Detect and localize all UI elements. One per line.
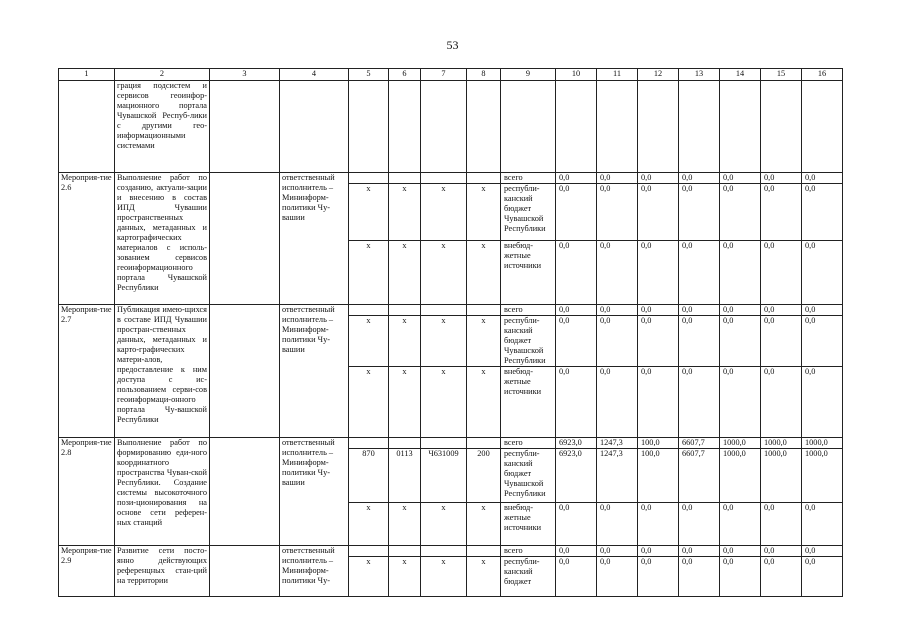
code-cell xyxy=(467,438,501,449)
activity-executor: ответственный исполнитель – Мининформ-политики Чу-вашии xyxy=(280,305,349,438)
value-cell: 0,0 xyxy=(720,241,761,305)
value-cell: 0,0 xyxy=(638,316,679,367)
table-body xyxy=(59,69,843,597)
value-cell: 0,0 xyxy=(597,546,638,557)
activity-name: Публикация имею-щихся в составе ИПД Чувашии простран-ственных данных, метаданных и карто-графических матери-алов, предоставление к ним доступа с ис-пользованием серви-сов геоинформаци-онного портала Чу-вашской Республики xyxy=(115,305,210,438)
value-cell: 0,0 xyxy=(638,305,679,316)
value-cell: 0,0 xyxy=(597,173,638,184)
column-number: 13 xyxy=(679,69,720,81)
value-cell: 0,0 xyxy=(802,184,843,241)
code-cell: x xyxy=(389,557,421,597)
value-cell: 0,0 xyxy=(556,503,597,546)
code-cell xyxy=(349,305,389,316)
value-cell: 0,0 xyxy=(679,241,720,305)
code-cell: x xyxy=(389,184,421,241)
column-number: 11 xyxy=(597,69,638,81)
value-cell: 1000,0 xyxy=(720,449,761,503)
value-cell: 0,0 xyxy=(802,241,843,305)
column-number: 12 xyxy=(638,69,679,81)
activity-executor: ответственный исполнитель – Мининформ-политики Чу-вашии xyxy=(280,173,349,305)
value-cell: 0,0 xyxy=(638,241,679,305)
value-cell: 0,0 xyxy=(802,367,843,438)
code-cell: x xyxy=(421,503,467,546)
value-cell: 0,0 xyxy=(556,173,597,184)
code-cell xyxy=(349,438,389,449)
value-cell: 0,0 xyxy=(679,503,720,546)
value-cell: 0,0 xyxy=(638,546,679,557)
code-cell: x xyxy=(349,557,389,597)
value-cell: 0,0 xyxy=(679,557,720,597)
code-cell: x xyxy=(467,557,501,597)
code-cell: x xyxy=(349,367,389,438)
code-cell: 0113 xyxy=(389,449,421,503)
activity-name: Развитие сети посто-янно действующих референцных стан-ций на территории xyxy=(115,546,210,597)
activity-row xyxy=(59,438,843,449)
activity-id: Мероприя-тие 2.7 xyxy=(59,305,115,438)
value-cell: 1247,3 xyxy=(597,438,638,449)
value-cell: 0,0 xyxy=(802,546,843,557)
value-cell: 0,0 xyxy=(638,367,679,438)
code-cell: x xyxy=(421,316,467,367)
value-cell: 0,0 xyxy=(720,557,761,597)
value-cell: 0,0 xyxy=(597,305,638,316)
activity-executor: ответственный исполнитель – Мининформ-политики Чу- xyxy=(280,546,349,597)
code-cell: x xyxy=(467,241,501,305)
activity-id: Мероприя-тие 2.8 xyxy=(59,438,115,546)
activity-name: Выполнение работ по созданию, актуали-зации и внесению в состав ИПД Чувашии пространственных данных, метаданных и картографических материалов с исполь-зованием сервисов геоинформационного портала Чувашской Республики xyxy=(115,173,210,305)
value-cell: 0,0 xyxy=(597,184,638,241)
column-number: 16 xyxy=(802,69,843,81)
value-cell: 1000,0 xyxy=(761,438,802,449)
value-cell: 0,0 xyxy=(802,503,843,546)
value-cell: 0,0 xyxy=(556,305,597,316)
value-cell: 0,0 xyxy=(556,316,597,367)
value-cell: 0,0 xyxy=(638,503,679,546)
code-cell: x xyxy=(349,184,389,241)
value-cell: 0,0 xyxy=(556,184,597,241)
funding-source: внебюд-жетные источники xyxy=(501,367,556,438)
code-cell: x xyxy=(389,241,421,305)
value-cell: 100,0 xyxy=(638,449,679,503)
column-number: 4 xyxy=(280,69,349,81)
value-cell: 0,0 xyxy=(761,173,802,184)
code-cell xyxy=(421,173,467,184)
value-cell: 0,0 xyxy=(679,173,720,184)
value-cell: 0,0 xyxy=(802,316,843,367)
code-cell: Ч631009 xyxy=(421,449,467,503)
code-cell: x xyxy=(467,316,501,367)
value-cell: 0,0 xyxy=(802,173,843,184)
funding-source: республи-канский бюджет Чувашской Республики xyxy=(501,449,556,503)
activity-name: Выполнение работ по формированию еди-ного координатного пространства Чуван-ской Республики. Создание системы высокоточного пози-ционирования на основе сети референ-ных станций xyxy=(115,438,210,546)
value-cell: 0,0 xyxy=(720,305,761,316)
code-cell: x xyxy=(389,316,421,367)
code-cell xyxy=(467,173,501,184)
funding-source: республи-канский бюджет xyxy=(501,557,556,597)
value-cell: 0,0 xyxy=(679,546,720,557)
code-cell: x xyxy=(421,184,467,241)
code-cell xyxy=(349,546,389,557)
value-cell: 0,0 xyxy=(597,557,638,597)
code-cell xyxy=(389,173,421,184)
value-cell: 0,0 xyxy=(761,367,802,438)
code-cell xyxy=(421,438,467,449)
activity-id: Мероприя-тие 2.6 xyxy=(59,173,115,305)
column-3-cell xyxy=(210,546,280,597)
activity-id: Мероприя-тие 2.9 xyxy=(59,546,115,597)
value-cell: 0,0 xyxy=(802,305,843,316)
value-cell: 0,0 xyxy=(761,184,802,241)
code-cell: x xyxy=(467,503,501,546)
value-cell: 0,0 xyxy=(556,367,597,438)
value-cell: 6923,0 xyxy=(556,449,597,503)
value-cell: 0,0 xyxy=(761,557,802,597)
column-number-row xyxy=(59,69,843,81)
code-cell xyxy=(421,546,467,557)
value-cell: 0,0 xyxy=(556,546,597,557)
funding-source: внебюд-жетные источники xyxy=(501,241,556,305)
code-cell xyxy=(389,546,421,557)
value-cell: 1247,3 xyxy=(597,449,638,503)
column-number: 14 xyxy=(720,69,761,81)
code-cell: x xyxy=(389,503,421,546)
column-number: 8 xyxy=(467,69,501,81)
activity-row xyxy=(59,305,843,316)
value-cell: 0,0 xyxy=(597,503,638,546)
value-cell: 0,0 xyxy=(720,184,761,241)
activity-row xyxy=(59,173,843,184)
value-cell: 0,0 xyxy=(679,184,720,241)
activity-executor: ответственный исполнитель – Мининформ-политики Чу-вашии xyxy=(280,438,349,546)
funding-source: всего xyxy=(501,438,556,449)
column-number: 7 xyxy=(421,69,467,81)
code-cell: x xyxy=(421,241,467,305)
continuation-text: грация подсистем и сервисов геоинфор-мационного портала Чувашской Респуб-лики с другими гео-информационными системами xyxy=(115,81,210,173)
value-cell: 0,0 xyxy=(720,367,761,438)
column-number: 15 xyxy=(761,69,802,81)
code-cell: x xyxy=(421,367,467,438)
page-number: 53 xyxy=(446,38,459,52)
value-cell: 1000,0 xyxy=(761,449,802,503)
column-3-cell xyxy=(210,438,280,546)
budget-table xyxy=(58,68,843,597)
funding-source: всего xyxy=(501,173,556,184)
code-cell: x xyxy=(349,241,389,305)
funding-source: внебюд-жетные источники xyxy=(501,503,556,546)
value-cell: 0,0 xyxy=(802,557,843,597)
code-cell: x xyxy=(349,316,389,367)
value-cell: 0,0 xyxy=(556,557,597,597)
code-cell xyxy=(389,305,421,316)
value-cell: 0,0 xyxy=(597,367,638,438)
code-cell: 200 xyxy=(467,449,501,503)
column-number: 1 xyxy=(59,69,115,81)
code-cell: x xyxy=(467,367,501,438)
activity-row xyxy=(59,546,843,557)
column-number: 9 xyxy=(501,69,556,81)
code-cell xyxy=(389,438,421,449)
continuation-row xyxy=(59,81,843,173)
value-cell: 0,0 xyxy=(638,173,679,184)
code-cell xyxy=(349,173,389,184)
code-cell xyxy=(421,305,467,316)
code-cell: x xyxy=(467,184,501,241)
value-cell: 1000,0 xyxy=(802,449,843,503)
value-cell: 1000,0 xyxy=(802,438,843,449)
value-cell: 0,0 xyxy=(720,546,761,557)
value-cell: 0,0 xyxy=(556,241,597,305)
value-cell: 0,0 xyxy=(720,503,761,546)
funding-source: всего xyxy=(501,546,556,557)
value-cell: 0,0 xyxy=(679,316,720,367)
column-number: 3 xyxy=(210,69,280,81)
value-cell: 0,0 xyxy=(679,305,720,316)
value-cell: 0,0 xyxy=(597,316,638,367)
column-number: 5 xyxy=(349,69,389,81)
column-number: 10 xyxy=(556,69,597,81)
value-cell: 0,0 xyxy=(638,184,679,241)
value-cell: 6607,7 xyxy=(679,449,720,503)
code-cell: x xyxy=(349,503,389,546)
value-cell: 100,0 xyxy=(638,438,679,449)
value-cell: 6923,0 xyxy=(556,438,597,449)
value-cell: 6607,7 xyxy=(679,438,720,449)
column-3-cell xyxy=(210,173,280,305)
value-cell: 0,0 xyxy=(638,557,679,597)
value-cell: 0,0 xyxy=(679,367,720,438)
value-cell: 1000,0 xyxy=(720,438,761,449)
value-cell: 0,0 xyxy=(761,316,802,367)
funding-source: республи-канский бюджет Чувашской Республики xyxy=(501,184,556,241)
column-3-cell xyxy=(210,305,280,438)
code-cell: x xyxy=(389,367,421,438)
code-cell xyxy=(467,546,501,557)
value-cell: 0,0 xyxy=(761,546,802,557)
code-cell xyxy=(467,305,501,316)
code-cell: 870 xyxy=(349,449,389,503)
column-number: 6 xyxy=(389,69,421,81)
value-cell: 0,0 xyxy=(761,241,802,305)
code-cell: x xyxy=(421,557,467,597)
funding-source: всего xyxy=(501,305,556,316)
column-number: 2 xyxy=(115,69,210,81)
funding-source: республи-канский бюджет Чувашской Республики xyxy=(501,316,556,367)
value-cell: 0,0 xyxy=(761,503,802,546)
value-cell: 0,0 xyxy=(720,316,761,367)
value-cell: 0,0 xyxy=(597,241,638,305)
value-cell: 0,0 xyxy=(720,173,761,184)
value-cell: 0,0 xyxy=(761,305,802,316)
